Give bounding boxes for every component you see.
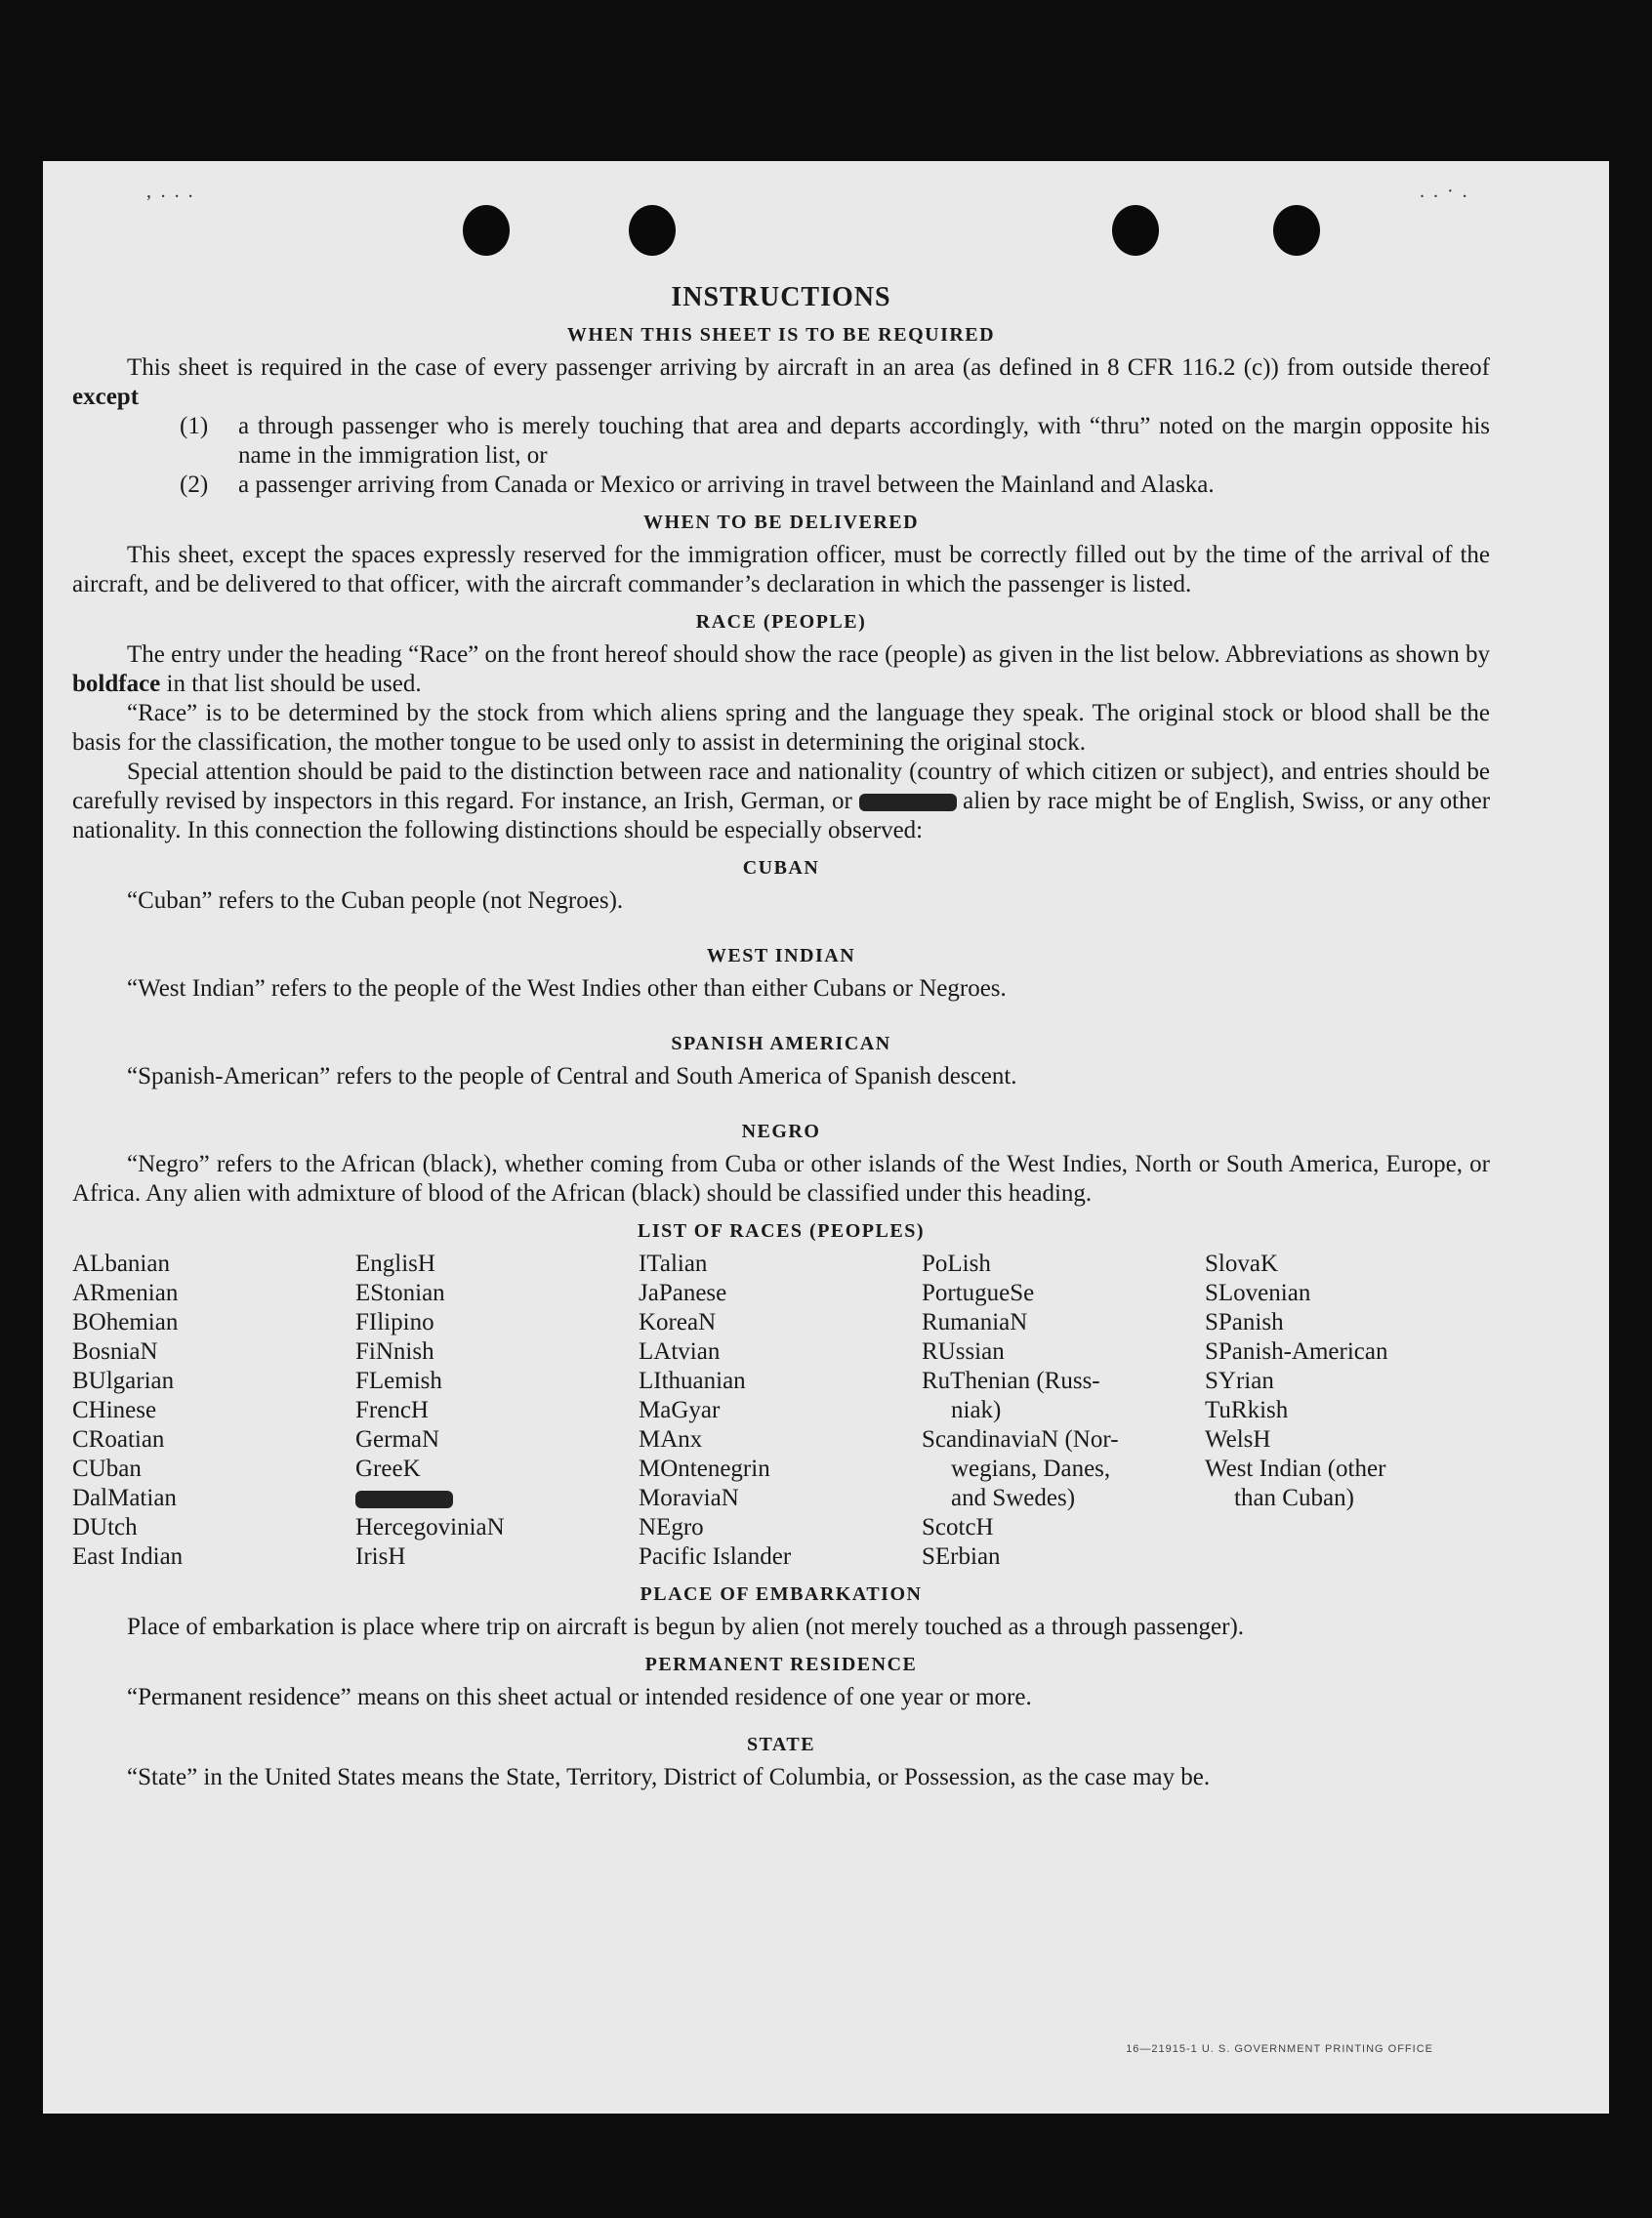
- exception-item-1: (1) a through passenger who is merely touching that area and departs accordingly, with “thru” noted on the margin opposite his name in the immigration list, or: [180, 413, 1490, 469]
- race-entry: MaGyar: [639, 1397, 721, 1423]
- race-entry: ALbanian: [72, 1251, 170, 1277]
- race-entry: EnglisH: [355, 1251, 435, 1277]
- negro-text: “Negro” refers to the African (black), whether coming from Cuba or other islands of the West Indies, North or South America, Europe, or Africa. Any alien with admixture of blood of the African (black) should be classified under this heading.: [72, 1151, 1490, 1207]
- race-entry: GermaN: [355, 1426, 440, 1453]
- races-column-1: [72, 1250, 355, 1572]
- race-entry: TuRkish: [1205, 1397, 1289, 1423]
- race-entry: SErbian: [922, 1543, 1001, 1570]
- race-entry: MAnx: [639, 1426, 703, 1453]
- race-entry: LAtvian: [639, 1338, 721, 1365]
- race-entry: niak): [951, 1397, 1002, 1423]
- race-entry: LIthuanian: [639, 1368, 746, 1394]
- race-entry: and Swedes): [951, 1485, 1076, 1511]
- printing-office-code: 16—21915-1 U. S. GOVERNMENT PRINTING OFFICE: [1126, 2043, 1433, 2055]
- race-entry: East Indian: [72, 1543, 184, 1570]
- race-entry: PoLish: [922, 1251, 991, 1277]
- scan-marks: ‚ . . .: [145, 181, 195, 202]
- race-entry: PortugueSe: [922, 1280, 1035, 1306]
- race-paragraph-3: Special attention should be paid to the distinction between race and nationality (country of which citizen or subject), and entries should be carefully revised by inspectors in this regard. For instance, an Irish, German, or alien by race might be of English, Swiss, or any other nationality. In this connection the following distinctions should be especially observed:: [72, 759, 1491, 843]
- redaction-mark: [859, 794, 957, 811]
- heading-cuban: CUBAN: [742, 857, 820, 879]
- document-page: [43, 161, 1609, 2114]
- race-paragraph-2: “Race” is to be determined by the stock from which aliens spring and the language they speak. The original stock or blood shall be the basis for the classification, the mother tongue to be used only to assist in determining the original stock.: [72, 700, 1490, 756]
- race-entry: MOntenegrin: [639, 1456, 770, 1482]
- race-entry: CRoatian: [72, 1426, 165, 1453]
- heading-when-delivered: WHEN TO BE DELIVERED: [642, 512, 920, 533]
- punch-hole: [629, 205, 676, 256]
- race-entry: NEgro: [639, 1514, 704, 1540]
- embarkation-text: Place of embarkation is place where trip on aircraft is begun by alien (not merely touched as a through passenger).: [127, 1614, 1245, 1640]
- heading-permanent-residence: PERMANENT RESIDENCE: [644, 1654, 918, 1675]
- race-paragraph-1: The entry under the heading “Race” on the front hereof should show the race (people) as given in the list below. Abbreviations as shown by boldface in that list should be used.: [72, 641, 1490, 697]
- race-entry: EStonian: [355, 1280, 445, 1306]
- page-title: INSTRUCTIONS: [671, 282, 891, 312]
- race-entry: CHinese: [72, 1397, 157, 1423]
- heading-list-of-races: LIST OF RACES (PEOPLES): [637, 1220, 925, 1242]
- race-entry: ARmenian: [72, 1280, 179, 1306]
- race-entry: HercegoviniaN: [355, 1514, 505, 1540]
- race-entry: RumaniaN: [922, 1309, 1028, 1335]
- race-entry: DUtch: [72, 1514, 138, 1540]
- race-entry: FIlipino: [355, 1309, 434, 1335]
- heading-race: RACE (PEOPLE): [695, 611, 867, 633]
- races-column-4: [922, 1250, 1205, 1572]
- race-entry: SLovenian: [1205, 1280, 1311, 1306]
- race-entry: BUlgarian: [72, 1368, 175, 1394]
- race-entry: RuThenian (Russ-: [922, 1368, 1100, 1394]
- spanish-american-text: “Spanish-American” refers to the people of Central and South America of Spanish descent.: [127, 1063, 1017, 1089]
- races-list: [72, 1250, 1490, 1572]
- race-entry: FrencH: [355, 1397, 429, 1423]
- races-column-3: [639, 1250, 922, 1572]
- race-entry: SPanish: [1205, 1309, 1284, 1335]
- race-entry: ScandinaviaN (Nor-: [922, 1426, 1119, 1453]
- when-required-intro: This sheet is required in the case of every passenger arriving by aircraft in an area (as defined in 8 CFR 116.2 (c)) from outside thereof except: [72, 354, 1490, 410]
- race-entry: West Indian (other: [1205, 1456, 1386, 1482]
- race-entry: than Cuban): [1234, 1485, 1354, 1511]
- race-entry: KoreaN: [639, 1309, 717, 1335]
- race-entry: DalMatian: [72, 1485, 177, 1511]
- when-delivered-text: This sheet, except the spaces expressly reserved for the immigration officer, must be correctly filled out by the time of the arrival of the aircraft, and be delivered to that officer, with the aircraft commander’s declaration in which the passenger is listed.: [72, 542, 1490, 597]
- heading-state: STATE: [746, 1734, 816, 1755]
- race-entry: FLemish: [355, 1368, 442, 1394]
- heading-negro: NEGRO: [741, 1121, 821, 1142]
- race-entry: SPanish-American: [1205, 1338, 1388, 1365]
- race-entry: IrisH: [355, 1543, 406, 1570]
- west-indian-text: “West Indian” refers to the people of the West Indies other than either Cubans or Negroes.: [127, 975, 1007, 1002]
- permanent-residence-text: “Permanent residence” means on this sheet actual or intended residence of one year or more.: [127, 1684, 1032, 1710]
- race-entry: GreeK: [355, 1456, 421, 1482]
- punch-hole: [463, 205, 510, 256]
- heading-embarkation: PLACE OF EMBARKATION: [640, 1583, 923, 1605]
- race-entry: CUban: [72, 1456, 142, 1482]
- race-entry: WelsH: [1205, 1426, 1271, 1453]
- exception-item-2: (2) a passenger arriving from Canada or Mexico or arriving in travel between the Mainland and Alaska.: [180, 472, 1215, 498]
- punch-hole: [1273, 205, 1320, 256]
- instructions-content: [72, 283, 1490, 1792]
- race-entry: ITalian: [639, 1251, 708, 1277]
- race-entry: BOhemian: [72, 1309, 179, 1335]
- race-entry: RUssian: [922, 1338, 1005, 1365]
- race-entry: MoraviaN: [639, 1485, 739, 1511]
- race-entry-redacted: [355, 1484, 639, 1513]
- cuban-text: “Cuban” refers to the Cuban people (not Negroes).: [127, 887, 624, 914]
- races-column-2: [355, 1250, 639, 1572]
- heading-when-required: WHEN THIS SHEET IS TO BE REQUIRED: [566, 324, 996, 346]
- race-entry: JaPanese: [639, 1280, 727, 1306]
- races-column-5: [1205, 1250, 1488, 1572]
- race-entry: wegians, Danes,: [951, 1456, 1111, 1482]
- heading-spanish-american: SPANISH AMERICAN: [671, 1033, 891, 1054]
- scan-marks-right: . . · .: [1420, 181, 1469, 202]
- race-entry: FiNnish: [355, 1338, 434, 1365]
- race-entry: SlovaK: [1205, 1251, 1278, 1277]
- race-entry: ScotcH: [922, 1514, 994, 1540]
- punch-hole: [1112, 205, 1159, 256]
- race-entry: BosniaN: [72, 1338, 158, 1365]
- state-text: “State” in the United States means the State, Territory, District of Columbia, or Possession, as the case may be.: [127, 1764, 1211, 1790]
- race-entry: SYrian: [1205, 1368, 1274, 1394]
- race-entry: Pacific Islander: [639, 1543, 792, 1570]
- heading-west-indian: WEST INDIAN: [706, 945, 856, 966]
